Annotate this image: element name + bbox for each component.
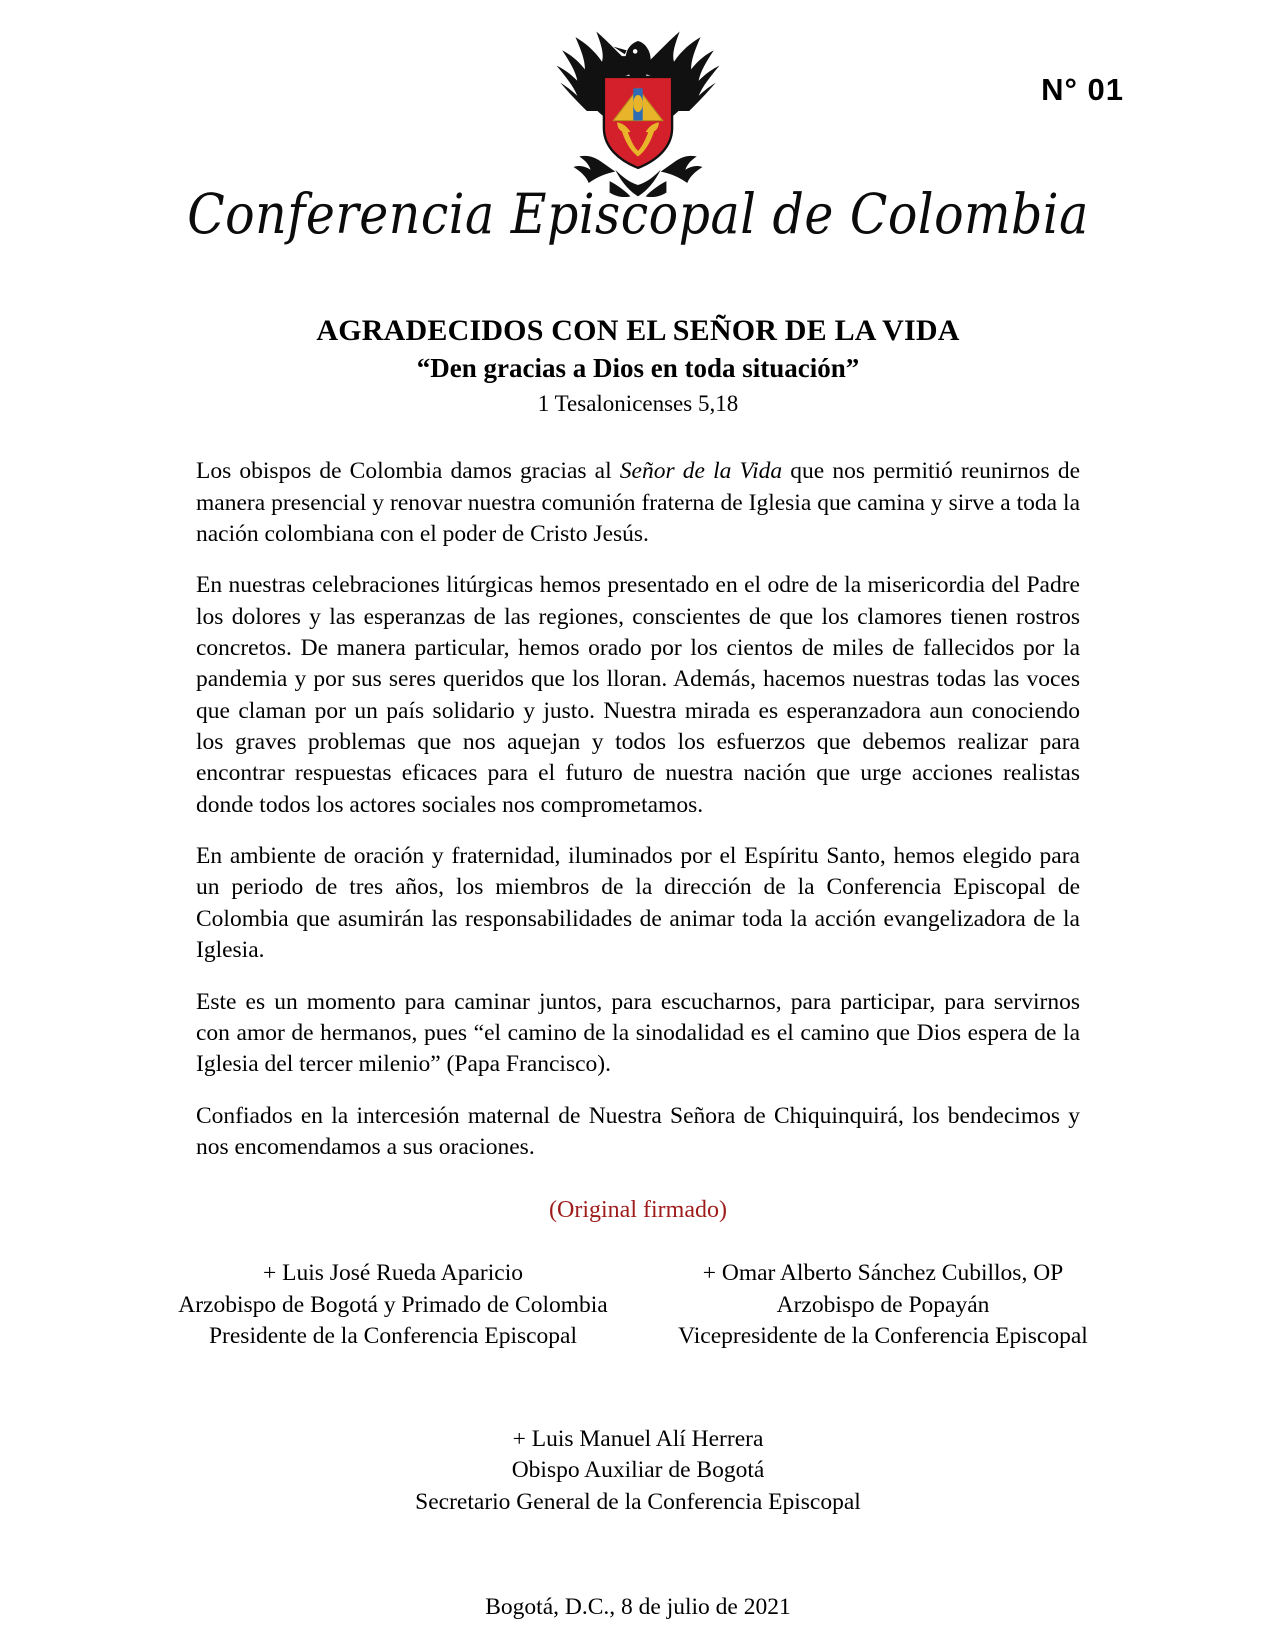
signatory-position: Vicepresidente de la Conferencia Episcopal xyxy=(678,1322,1088,1349)
signature-block-right xyxy=(638,1258,1128,1352)
signature-block-center xyxy=(0,1424,1276,1518)
signatory-position: Presidente de la Conferencia Episcopal xyxy=(208,1322,578,1349)
issue-number: N° 01 xyxy=(1041,72,1124,107)
signatory-role: Obispo Auxiliar de Bogotá xyxy=(511,1457,765,1484)
body-paragraph: Este es un momento para caminar juntos, para escucharnos, para participar, para servirnos con amor de hermanos, pues “el camino de la sinodalidad es el camino que Dios espera de la Iglesia del tercer milenio” (Papa Francisco). xyxy=(196,988,1080,1078)
signature-block-left xyxy=(148,1258,638,1352)
signatory-name: + Luis Manuel Alí Herrera xyxy=(512,1426,764,1453)
title-block xyxy=(0,312,1276,418)
document-masthead xyxy=(0,0,1276,270)
scripture-reference: 1 Tesalonicenses 5,18 xyxy=(537,390,739,416)
coat-of-arms-icon xyxy=(543,22,733,202)
body-paragraph: En ambiente de oración y fraternidad, iluminados por el Espíritu Santo, hemos elegido para un periodo de tres años, los miembros de la dirección de la Conferencia Episcopal de Colombia que asumirán las responsabilidades de animar toda la acción evangelizadora de la Iglesia. xyxy=(196,843,1080,964)
signatory-role: Arzobispo de Popayán xyxy=(776,1291,990,1318)
place-and-date: Bogotá, D.C., 8 de julio de 2021 xyxy=(485,1593,791,1620)
body-paragraph: En nuestras celebraciones litúrgicas hemos presentado en el odre de la misericordia del Padre los dolores y las esperanzas de las regiones, conscientes de que los clamores tienen rostros concretos. De manera particular, hemos orado por los cientos de miles de fallecidos por la pandemia y por sus seres queridos que los lloran. Además, hacemos nuestras todas las voces que claman por un país solidario y justo. Nuestra mirada es esperanzadora aun conociendo los graves problemas que nos aquejan y todos los esfuerzos que debemos realizar para encontrar respuestas eficaces para el futuro de nuestra nación que urge acciones realistas donde todos los actores sociales nos comprometamos. xyxy=(196,572,1080,818)
signatory-name: + Omar Alberto Sánchez Cubillos, OP xyxy=(702,1260,1064,1287)
document-title: AGRADECIDOS CON EL SEÑOR DE LA VIDA xyxy=(316,314,960,347)
signatory-position: Secretario General de la Conferencia Episcopal xyxy=(415,1488,861,1515)
body-paragraph: Confiados en la intercesión maternal de Nuestra Señora de Chiquinquirá, los bendecimos y nos encomendamos a sus oraciones. xyxy=(196,1102,1080,1160)
signature-columns xyxy=(148,1258,1128,1352)
signatory-role: Arzobispo de Bogotá y Primado de Colombia xyxy=(178,1291,608,1318)
organization-name: Conferencia Episcopal de Colombia xyxy=(187,182,1089,247)
original-signed-note: (Original firmado) xyxy=(549,1197,727,1224)
crest-container xyxy=(0,22,1276,202)
emphasized-text: Señor de la Vida xyxy=(619,458,783,485)
document-body xyxy=(196,456,1080,1163)
signatory-name: + Luis José Rueda Aparicio xyxy=(263,1260,523,1287)
document-subtitle: “Den gracias a Dios en toda situación” xyxy=(416,353,860,384)
body-paragraph: Los obispos de Colombia damos gracias al Señor de la Vida que nos permitió reunirnos de manera presencial y renovar nuestra comunión fraterna de Iglesia que camina y sirve a toda la nación colombiana con el poder de Cristo Jesús. xyxy=(196,458,1080,547)
